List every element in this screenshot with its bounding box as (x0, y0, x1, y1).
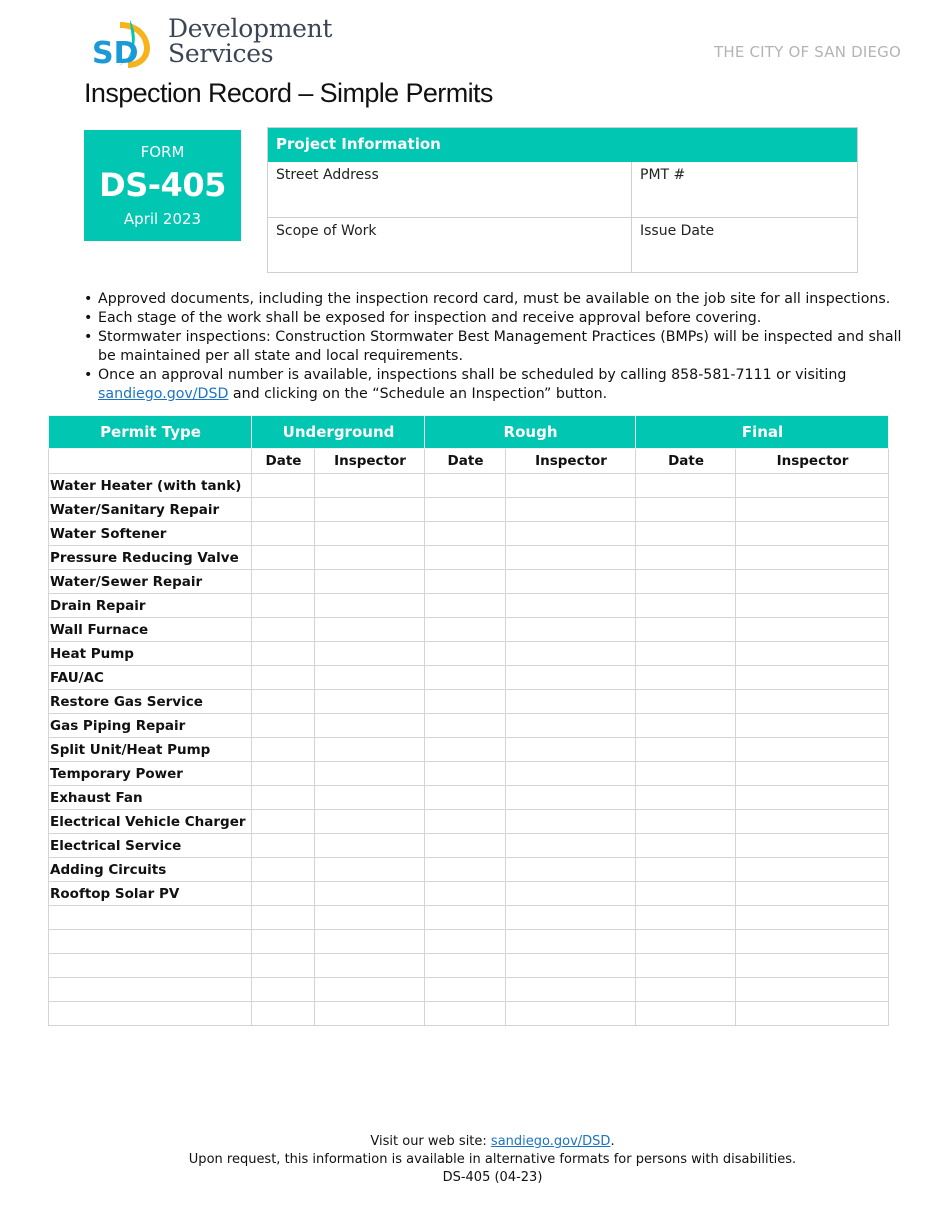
final-date-cell[interactable] (636, 522, 736, 546)
rough-date-cell[interactable] (425, 834, 506, 858)
final-inspector-header: Inspector (736, 449, 889, 474)
underground-inspector-cell[interactable] (315, 954, 425, 978)
permit-type-cell: Electrical Service (49, 834, 252, 858)
final-date-cell[interactable] (636, 738, 736, 762)
final-inspector-cell[interactable] (736, 930, 889, 954)
footer-website-link[interactable]: sandiego.gov/DSD (490, 1134, 611, 1149)
permit-type-cell: Water Softener (49, 522, 252, 546)
rough-inspector-cell[interactable] (506, 954, 636, 978)
footer-visit-line (0, 1133, 950, 1151)
footer-alt-formats: Upon request, this information is available in alternative formats for persons with disabilities. (188, 1152, 797, 1167)
permit-type-cell: Split Unit/Heat Pump (49, 738, 252, 762)
rough-inspector-cell[interactable] (506, 690, 636, 714)
underground-inspector-header: Inspector (315, 449, 425, 474)
final-date-cell[interactable] (636, 666, 736, 690)
logo (90, 16, 340, 72)
table-row (49, 858, 889, 882)
footer-visit-prefix: Visit our web site: (370, 1134, 491, 1149)
sd-logo-icon (90, 16, 156, 72)
final-date-cell[interactable] (636, 498, 736, 522)
table-row (49, 618, 889, 642)
final-date-cell[interactable] (636, 930, 736, 954)
table-row (49, 978, 889, 1002)
rough-date-cell[interactable] (425, 978, 506, 1002)
underground-inspector-cell[interactable] (315, 762, 425, 786)
final-inspector-cell[interactable] (736, 570, 889, 594)
underground-date-cell[interactable] (252, 498, 315, 522)
final-date-cell[interactable] (636, 786, 736, 810)
underground-date-cell[interactable] (252, 954, 315, 978)
final-date-cell[interactable] (636, 618, 736, 642)
permit-type-cell: Restore Gas Service (49, 690, 252, 714)
instructions-list (84, 290, 904, 404)
form-number: DS-405 (99, 166, 226, 204)
project-information-heading: Project Information (268, 128, 857, 162)
table-row (49, 882, 889, 906)
table-row (49, 570, 889, 594)
underground-date-cell[interactable] (252, 882, 315, 906)
final-date-cell[interactable] (636, 642, 736, 666)
underground-inspector-cell[interactable] (315, 666, 425, 690)
permit-type-cell: Gas Piping Repair (49, 714, 252, 738)
permit-type-cell (49, 1002, 252, 1026)
rough-inspector-cell[interactable] (506, 594, 636, 618)
underground-inspector-cell[interactable] (315, 978, 425, 1002)
underground-inspector-cell[interactable] (315, 498, 425, 522)
final-date-cell[interactable] (636, 834, 736, 858)
rough-inspector-cell[interactable] (506, 498, 636, 522)
underground-date-cell[interactable] (252, 642, 315, 666)
underground-date-cell[interactable] (252, 762, 315, 786)
rough-inspector-cell[interactable] (506, 738, 636, 762)
underground-date-cell[interactable] (252, 906, 315, 930)
table-row (49, 498, 889, 522)
permit-type-cell: Electrical Vehicle Charger (49, 810, 252, 834)
rough-date-cell[interactable] (425, 570, 506, 594)
underground-inspector-cell[interactable] (315, 786, 425, 810)
underground-inspector-cell[interactable] (315, 834, 425, 858)
permit-type-cell: Water/Sewer Repair (49, 570, 252, 594)
footer-form-code: DS-405 (04-23) (442, 1170, 543, 1185)
rough-inspector-cell[interactable] (506, 858, 636, 882)
rough-date-cell[interactable] (425, 546, 506, 570)
rough-inspector-cell[interactable] (506, 618, 636, 642)
table-row (49, 546, 889, 570)
final-date-cell[interactable] (636, 546, 736, 570)
underground-date-cell[interactable] (252, 834, 315, 858)
table-row (49, 522, 889, 546)
footer (0, 1133, 950, 1187)
underground-inspector-cell[interactable] (315, 810, 425, 834)
underground-date-cell[interactable] (252, 858, 315, 882)
table-row (49, 666, 889, 690)
permit-type-cell: Pressure Reducing Valve (49, 546, 252, 570)
underground-date-cell[interactable] (252, 930, 315, 954)
underground-inspector-cell[interactable] (315, 1002, 425, 1026)
rough-inspector-cell[interactable] (506, 570, 636, 594)
final-date-cell[interactable] (636, 954, 736, 978)
final-date-cell[interactable] (636, 1002, 736, 1026)
instruction-item: • Each stage of the work shall be exposed for inspection and receive approval before covering. (84, 309, 904, 328)
rough-date-cell[interactable] (425, 594, 506, 618)
table-row (49, 1002, 889, 1026)
pmt-number-field[interactable]: PMT # (640, 167, 686, 183)
scope-of-work-field[interactable]: Scope of Work (276, 223, 377, 239)
final-header: Final (636, 416, 889, 449)
final-inspector-cell[interactable] (736, 642, 889, 666)
rough-date-cell[interactable] (425, 618, 506, 642)
underground-inspector-cell[interactable] (315, 474, 425, 498)
underground-inspector-cell[interactable] (315, 642, 425, 666)
final-date-cell[interactable] (636, 570, 736, 594)
instruction-item: • Approved documents, including the inspection record card, must be available on the job site for all inspections. (84, 290, 904, 309)
table-row (49, 594, 889, 618)
rough-date-cell[interactable] (425, 930, 506, 954)
instruction-item (84, 366, 904, 404)
underground-inspector-cell[interactable] (315, 570, 425, 594)
final-inspector-cell[interactable] (736, 978, 889, 1002)
final-inspector-cell[interactable] (736, 666, 889, 690)
brand-line-2: Services (168, 39, 274, 68)
final-date-cell[interactable] (636, 762, 736, 786)
underground-inspector-cell[interactable] (315, 738, 425, 762)
permit-type-cell (49, 978, 252, 1002)
rough-date-cell[interactable] (425, 882, 506, 906)
underground-date-header: Date (252, 449, 315, 474)
rough-inspector-cell[interactable] (506, 786, 636, 810)
final-inspector-cell[interactable] (736, 594, 889, 618)
permit-type-cell: Water/Sanitary Repair (49, 498, 252, 522)
final-inspector-cell[interactable] (736, 762, 889, 786)
underground-date-cell[interactable] (252, 618, 315, 642)
permit-type-cell: Exhaust Fan (49, 786, 252, 810)
underground-date-cell[interactable] (252, 738, 315, 762)
permit-type-cell: Rooftop Solar PV (49, 882, 252, 906)
rough-inspector-cell[interactable] (506, 882, 636, 906)
city-name: THE CITY OF SAN DIEGO (713, 43, 901, 61)
underground-date-cell[interactable] (252, 594, 315, 618)
permit-type-cell (49, 954, 252, 978)
rough-inspector-cell[interactable] (506, 834, 636, 858)
final-date-cell[interactable] (636, 810, 736, 834)
permit-type-cell: Adding Circuits (49, 858, 252, 882)
issue-date-field[interactable]: Issue Date (640, 223, 715, 239)
final-date-cell[interactable] (636, 858, 736, 882)
form-label: FORM (140, 143, 185, 161)
table-row (49, 642, 889, 666)
rough-date-cell[interactable] (425, 666, 506, 690)
final-inspector-cell[interactable] (736, 690, 889, 714)
underground-date-cell[interactable] (252, 474, 315, 498)
schedule-inspection-link[interactable]: sandiego.gov/DSD (98, 386, 229, 402)
project-information-box (267, 127, 858, 273)
rough-inspector-cell[interactable] (506, 810, 636, 834)
final-inspector-cell[interactable] (736, 618, 889, 642)
rough-inspector-cell[interactable] (506, 522, 636, 546)
rough-date-cell[interactable] (425, 858, 506, 882)
underground-inspector-cell[interactable] (315, 690, 425, 714)
rough-inspector-cell[interactable] (506, 1002, 636, 1026)
brand-name (168, 16, 332, 66)
rough-date-cell[interactable] (425, 810, 506, 834)
rough-date-cell[interactable] (425, 522, 506, 546)
rough-date-cell[interactable] (425, 762, 506, 786)
form-badge (84, 130, 241, 241)
underground-date-cell[interactable] (252, 714, 315, 738)
final-date-cell[interactable] (636, 906, 736, 930)
underground-inspector-cell[interactable] (315, 930, 425, 954)
final-inspector-cell[interactable] (736, 954, 889, 978)
table-row (49, 762, 889, 786)
table-row (49, 786, 889, 810)
final-inspector-cell[interactable] (736, 498, 889, 522)
final-date-cell[interactable] (636, 474, 736, 498)
table-row (49, 834, 889, 858)
final-inspector-cell[interactable] (736, 810, 889, 834)
instruction-item: • Stormwater inspections: Construction Stormwater Best Management Practices (BMPs) will be inspected and shall be maintained per all state and local requirements. (84, 328, 904, 366)
underground-inspector-cell[interactable] (315, 906, 425, 930)
permit-type-header: Permit Type (49, 416, 252, 449)
underground-date-cell[interactable] (252, 690, 315, 714)
final-inspector-cell[interactable] (736, 714, 889, 738)
final-inspector-cell[interactable] (736, 1002, 889, 1026)
rough-inspector-cell[interactable] (506, 714, 636, 738)
rough-inspector-cell[interactable] (506, 930, 636, 954)
underground-inspector-cell[interactable] (315, 858, 425, 882)
rough-inspector-cell[interactable] (506, 642, 636, 666)
underground-date-cell[interactable] (252, 666, 315, 690)
underground-date-cell[interactable] (252, 978, 315, 1002)
table-row (49, 906, 889, 930)
rough-date-cell[interactable] (425, 954, 506, 978)
footer-visit-suffix: . (610, 1134, 615, 1149)
final-inspector-cell[interactable] (736, 474, 889, 498)
rough-inspector-cell[interactable] (506, 546, 636, 570)
final-date-header: Date (636, 449, 736, 474)
final-date-cell[interactable] (636, 978, 736, 1002)
instruction-text: and clicking on the “Schedule an Inspection” button. (228, 386, 608, 402)
table-row (49, 810, 889, 834)
underground-date-cell[interactable] (252, 1002, 315, 1026)
final-date-cell[interactable] (636, 882, 736, 906)
rough-date-header: Date (425, 449, 506, 474)
final-inspector-cell[interactable] (736, 882, 889, 906)
permit-type-cell (49, 930, 252, 954)
final-date-cell[interactable] (636, 690, 736, 714)
final-date-cell[interactable] (636, 714, 736, 738)
street-address-field[interactable]: Street Address (276, 167, 379, 183)
rough-date-cell[interactable] (425, 1002, 506, 1026)
rough-inspector-cell[interactable] (506, 906, 636, 930)
form-date: April 2023 (123, 210, 202, 228)
underground-date-cell[interactable] (252, 570, 315, 594)
underground-inspector-cell[interactable] (315, 618, 425, 642)
rough-inspector-cell[interactable] (506, 666, 636, 690)
permit-type-cell: Temporary Power (49, 762, 252, 786)
permit-type-cell: Wall Furnace (49, 618, 252, 642)
inspection-table-body (49, 474, 889, 1026)
underground-date-cell[interactable] (252, 786, 315, 810)
underground-date-cell[interactable] (252, 546, 315, 570)
final-inspector-cell[interactable] (736, 858, 889, 882)
rough-inspector-cell[interactable] (506, 474, 636, 498)
permit-type-cell: FAU/AC (49, 666, 252, 690)
instruction-text: Once an approval number is available, inspections shall be scheduled by calling 858-581-7111 or visiting (98, 367, 847, 383)
inspection-table (48, 415, 889, 1026)
final-inspector-cell[interactable] (736, 786, 889, 810)
rough-header: Rough (425, 416, 636, 449)
final-inspector-cell[interactable] (736, 738, 889, 762)
final-inspector-cell[interactable] (736, 906, 889, 930)
table-row (49, 690, 889, 714)
underground-inspector-cell[interactable] (315, 714, 425, 738)
table-row (49, 954, 889, 978)
rough-date-cell[interactable] (425, 474, 506, 498)
underground-inspector-cell[interactable] (315, 522, 425, 546)
rough-date-cell[interactable] (425, 906, 506, 930)
underground-inspector-cell[interactable] (315, 594, 425, 618)
table-row (49, 474, 889, 498)
page-title: Inspection Record – Simple Permits (84, 78, 493, 108)
final-inspector-cell[interactable] (736, 834, 889, 858)
permit-type-cell (49, 906, 252, 930)
rough-inspector-header: Inspector (506, 449, 636, 474)
underground-date-cell[interactable] (252, 522, 315, 546)
rough-date-cell[interactable] (425, 498, 506, 522)
logo-mark-text: SD (92, 36, 139, 71)
table-row (49, 714, 889, 738)
underground-inspector-cell[interactable] (315, 546, 425, 570)
rough-date-cell[interactable] (425, 738, 506, 762)
rough-date-cell[interactable] (425, 714, 506, 738)
rough-inspector-cell[interactable] (506, 762, 636, 786)
final-date-cell[interactable] (636, 594, 736, 618)
brand-line-1: Development (168, 14, 333, 43)
final-inspector-cell[interactable] (736, 522, 889, 546)
rough-date-cell[interactable] (425, 690, 506, 714)
underground-header: Underground (252, 416, 425, 449)
permit-type-cell: Water Heater (with tank) (49, 474, 252, 498)
rough-inspector-cell[interactable] (506, 978, 636, 1002)
permit-type-cell: Drain Repair (49, 594, 252, 618)
blank-header (49, 449, 252, 474)
underground-date-cell[interactable] (252, 810, 315, 834)
permit-type-cell: Heat Pump (49, 642, 252, 666)
rough-date-cell[interactable] (425, 786, 506, 810)
table-row (49, 738, 889, 762)
underground-inspector-cell[interactable] (315, 882, 425, 906)
rough-date-cell[interactable] (425, 642, 506, 666)
final-inspector-cell[interactable] (736, 546, 889, 570)
table-row (49, 930, 889, 954)
